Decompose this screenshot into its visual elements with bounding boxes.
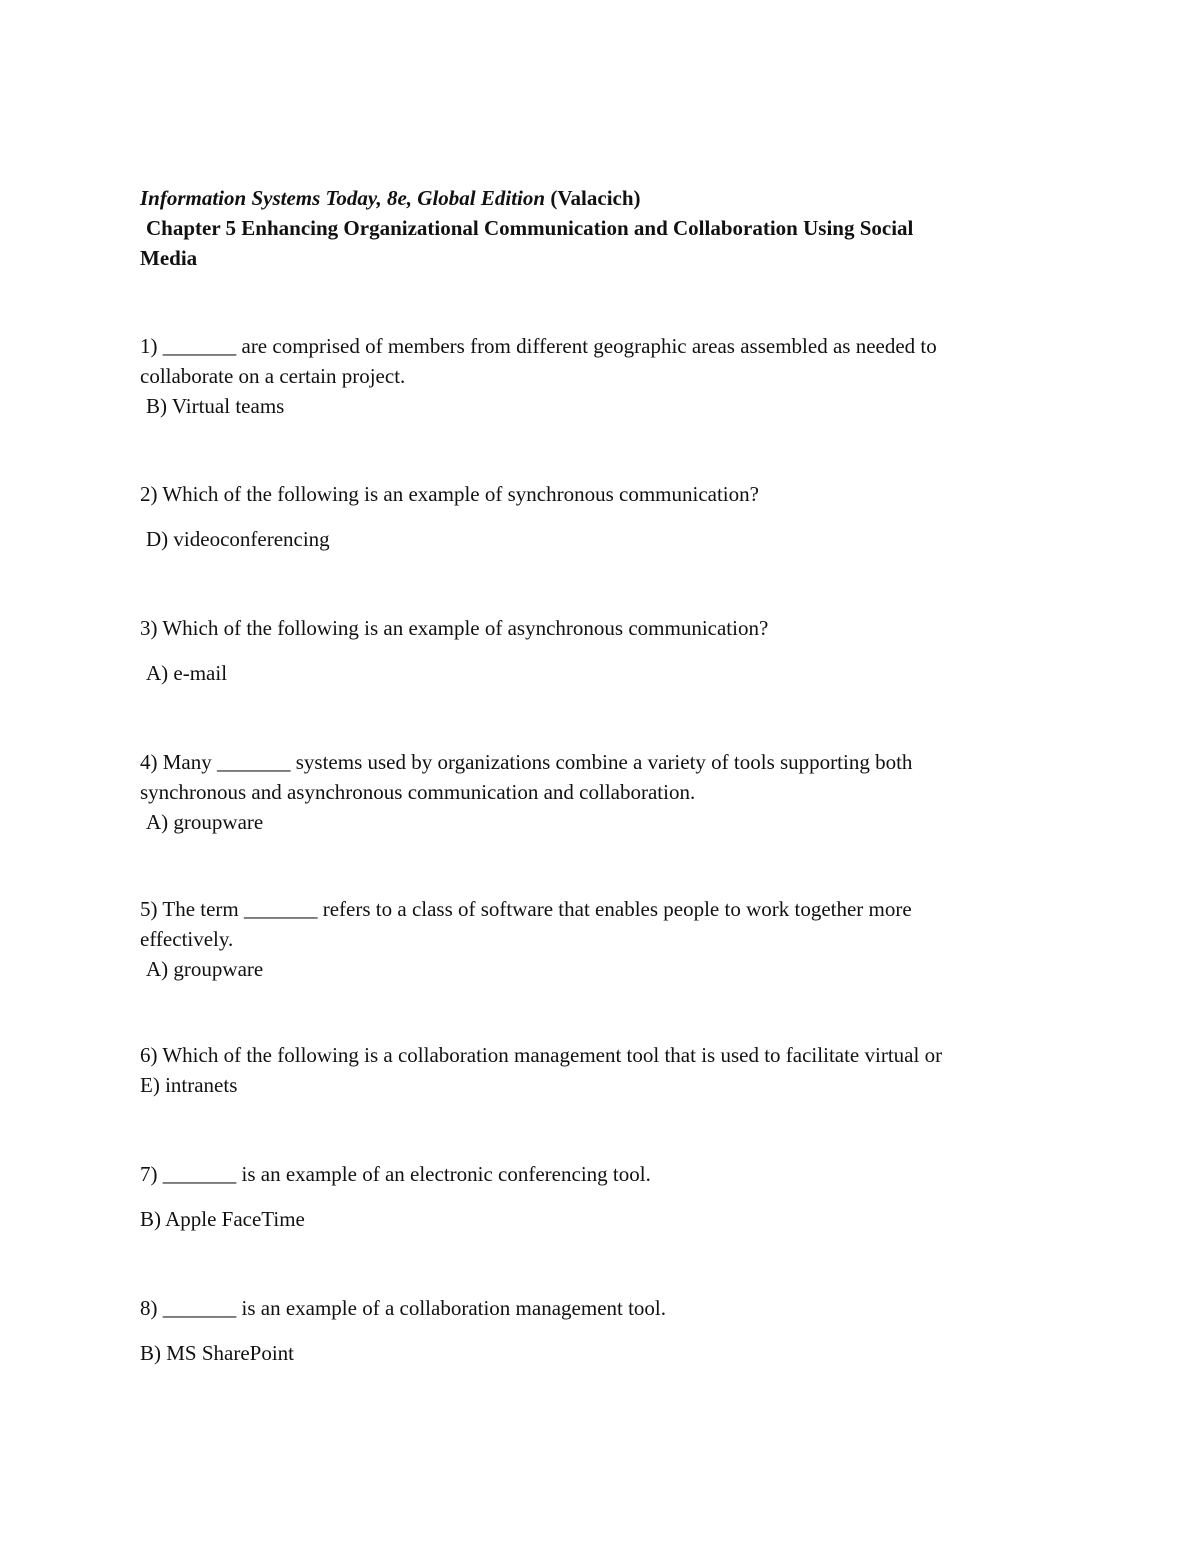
question-text: 6) Which of the following is a collaboration management tool that is used to facilitate virtual or [140, 1043, 943, 1067]
question-text: 3) Which of the following is an example of asynchronous communication? [140, 616, 769, 640]
book-title: Information Systems Today, 8e, Global Edition [140, 186, 546, 210]
answer: B) Virtual teams [146, 394, 285, 418]
question-text: 7) _______ is an example of an electronic conferencing tool. [140, 1162, 651, 1186]
chapter-title-line1: Chapter 5 Enhancing Organizational Communication and Collaboration Using Social [146, 216, 914, 240]
question-text: 5) The term _______ refers to a class of software that enables people to work together more [140, 897, 912, 921]
chapter-title-line2: Media [140, 246, 198, 270]
answer: E) intranets [140, 1073, 238, 1097]
question-4 [140, 747, 1070, 837]
book-author: (Valacich) [550, 186, 641, 210]
question-text: 1) _______ are comprised of members from different geographic areas assembled as needed to [140, 334, 937, 358]
question-text-cont: synchronous and asynchronous communication and collaboration. [140, 780, 696, 804]
answer: A) groupware [146, 810, 264, 834]
answer: A) groupware [146, 957, 264, 981]
question-2 [140, 479, 1070, 554]
question-1 [140, 331, 1070, 421]
answer: B) MS SharePoint [140, 1341, 295, 1365]
chapter-title [140, 213, 1060, 273]
question-3 [140, 613, 1070, 688]
question-text-cont: collaborate on a certain project. [140, 364, 406, 388]
question-text: 8) _______ is an example of a collaboration management tool. [140, 1296, 667, 1320]
question-5 [140, 894, 1070, 984]
question-8 [140, 1293, 1070, 1368]
book-title-line [140, 183, 1060, 213]
question-text: 4) Many _______ systems used by organizations combine a variety of tools supporting both [140, 750, 913, 774]
question-text: 2) Which of the following is an example of synchronous communication? [140, 482, 759, 506]
question-6 [140, 1040, 1070, 1100]
question-7 [140, 1159, 1070, 1234]
answer: B) Apple FaceTime [140, 1207, 305, 1231]
question-text-cont: effectively. [140, 927, 234, 951]
answer: D) videoconferencing [146, 527, 330, 551]
document-header [140, 183, 1060, 273]
answer: A) e-mail [146, 661, 228, 685]
